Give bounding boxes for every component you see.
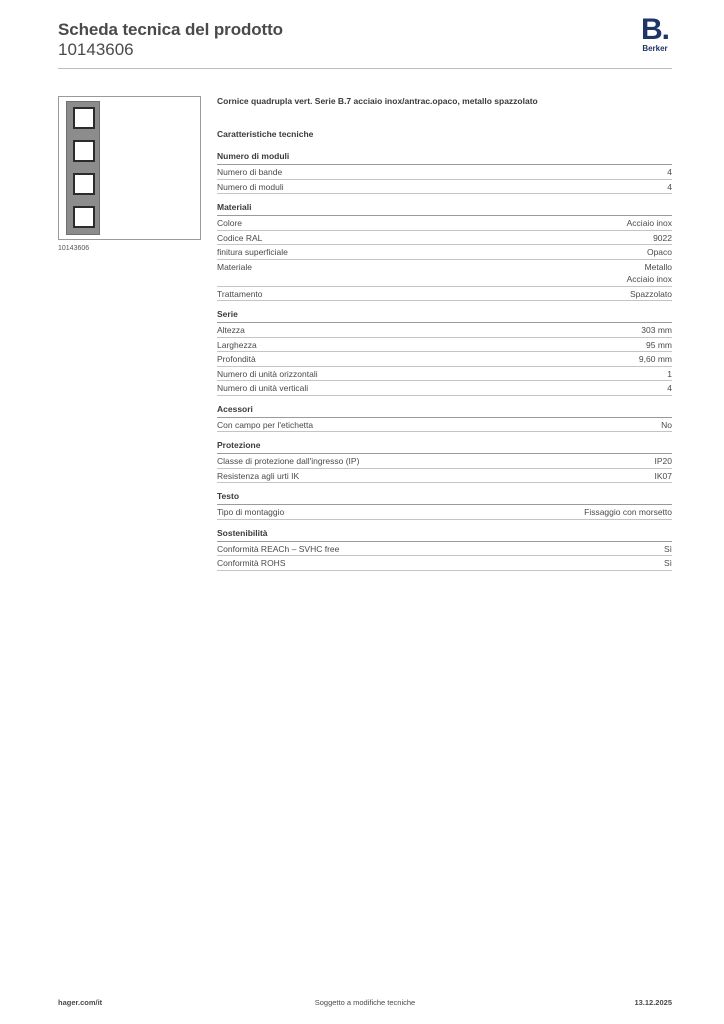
spec-label: Tipo di montaggio: [217, 507, 285, 517]
spec-value-line: 9022: [653, 232, 672, 243]
spec-value: [667, 181, 672, 194]
spec-label: Trattamento: [217, 288, 263, 299]
spec-group-title: Protezione: [217, 440, 672, 454]
spec-value-line: Spazzolato: [629, 288, 672, 299]
spec-row: [217, 352, 672, 367]
spec-label: Resistenza agli urti IK: [217, 470, 300, 481]
spec-group-title: Numero di moduli: [217, 151, 672, 165]
spec-value: [646, 339, 672, 352]
spec-group-title: Materiali: [217, 202, 672, 216]
spec-value: [664, 557, 672, 570]
spec-group: [217, 404, 672, 433]
spec-row: [217, 180, 672, 195]
spec-label: Numero di bande: [217, 167, 283, 177]
page-header: [58, 13, 672, 70]
spec-value: [647, 246, 672, 259]
section-label: Caratteristiche tecniche: [217, 129, 314, 139]
spec-value-line: 4: [667, 383, 672, 393]
frame-slot: [73, 206, 95, 228]
spec-value-line: Acciaio inox: [626, 274, 672, 284]
spec-row: [217, 381, 672, 396]
spec-row: [217, 245, 672, 260]
footer-date: 13.12.2025: [634, 998, 672, 1007]
spec-label: Larghezza: [217, 339, 257, 350]
spec-label: Conformità REACh – SVHC free: [217, 543, 340, 554]
spec-label: finitura superficiale: [217, 247, 288, 257]
spec-value-line: Opaco: [646, 247, 672, 257]
spec-content: [217, 96, 672, 579]
spec-value: [664, 543, 672, 556]
spec-value-line: Metallo: [644, 261, 672, 272]
spec-group: [217, 202, 672, 301]
spec-group-title: Serie: [217, 309, 672, 323]
spec-label: Colore: [217, 218, 243, 228]
spec-value: [655, 470, 673, 483]
spec-group-title: Sostenibilità: [217, 528, 672, 542]
spec-value: [627, 261, 672, 286]
spec-value: [584, 506, 672, 519]
spec-row: [217, 287, 672, 302]
spec-value: [630, 288, 672, 301]
spec-row: [217, 556, 672, 571]
spec-value-line: No: [661, 419, 672, 430]
footer-note: Soggetto a modifiche tecniche: [314, 998, 416, 1007]
spec-row: [217, 165, 672, 180]
spec-value: [667, 368, 672, 381]
product-description: Cornice quadrupla vert. Serie B.7 acciaio inox/antrac.opaco, metallo spazzolato: [217, 96, 538, 106]
spec-row: [217, 367, 672, 382]
spec-label: Conformità ROHS: [217, 558, 286, 568]
spec-value: [639, 353, 672, 366]
spec-row: [217, 542, 672, 557]
spec-groups: [217, 151, 672, 571]
spec-label: Codice RAL: [217, 232, 263, 243]
image-caption: 10143606: [58, 245, 90, 252]
spec-value-line: 4: [667, 167, 672, 177]
spec-value-line: 303 mm: [641, 325, 672, 335]
spec-label: Altezza: [217, 325, 245, 335]
spec-value: [661, 419, 672, 432]
spec-group: [217, 151, 672, 194]
spec-value-line: IP20: [654, 456, 672, 466]
spec-group: [217, 528, 672, 571]
spec-value-line: 9,60 mm: [638, 354, 672, 364]
spec-row: [217, 260, 672, 287]
spec-value: [653, 232, 672, 245]
spec-value-line: 95 mm: [646, 339, 672, 350]
spec-value: [641, 324, 672, 337]
product-image: [58, 96, 201, 240]
spec-value-line: Acciaio inox: [626, 218, 672, 228]
product-code: 10143606: [58, 40, 134, 59]
spec-value-line: Sì: [663, 558, 672, 568]
spec-group: [217, 440, 672, 483]
spec-label: Profondità: [217, 354, 256, 364]
spec-value: [627, 217, 672, 230]
logo-mark: B.: [641, 13, 669, 46]
spec-value-line: 1: [667, 368, 672, 379]
spec-value-line: IK07: [654, 470, 672, 481]
spec-row: [217, 418, 672, 433]
page-title: Scheda tecnica del prodotto: [58, 20, 283, 39]
spec-row: [217, 454, 672, 469]
header-divider: [58, 68, 672, 69]
spec-row: [217, 216, 672, 231]
frame-slot: [73, 107, 95, 129]
spec-group-title: Acessori: [217, 404, 672, 418]
spec-value: [667, 166, 672, 179]
spec-label: Classe di protezione dall'ingresso (IP): [217, 456, 360, 466]
spec-value-line: Fissaggio con morsetto: [584, 507, 672, 517]
spec-row: [217, 505, 672, 520]
spec-label: Numero di unità orizzontali: [217, 368, 318, 379]
spec-group: [217, 491, 672, 520]
spec-row: [217, 231, 672, 246]
spec-value-line: Sì: [663, 543, 672, 554]
logo-text: Berker: [642, 44, 668, 53]
spec-label: Con campo per l'etichetta: [217, 419, 314, 430]
footer-website: hager.com/it: [58, 998, 103, 1007]
spec-value: [667, 382, 672, 395]
spec-value: [655, 455, 673, 468]
berker-logo: [638, 13, 672, 53]
spec-group-title: Testo: [217, 491, 672, 505]
spec-row: [217, 338, 672, 353]
frame-slot: [73, 140, 95, 162]
spec-value-line: 4: [667, 181, 672, 192]
spec-row: [217, 323, 672, 338]
frame-slot: [73, 173, 95, 195]
spec-label: Numero di moduli: [217, 181, 284, 192]
spec-group: [217, 309, 672, 396]
spec-label: Materiale: [217, 261, 252, 272]
spec-row: [217, 469, 672, 484]
frame-illustration: [66, 101, 100, 235]
spec-label: Numero di unità verticali: [217, 383, 309, 393]
